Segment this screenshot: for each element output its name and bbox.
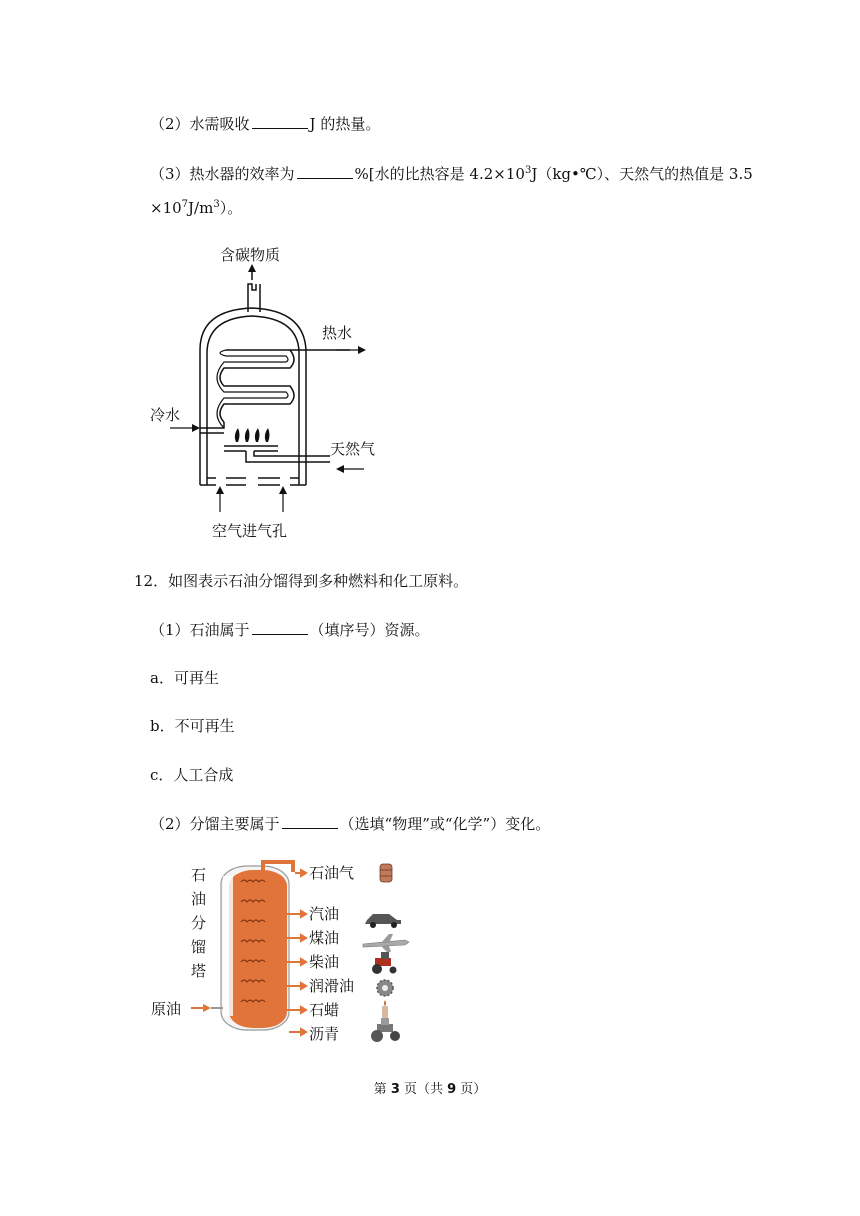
q12-part2-suffix: （选填“物理”或“化学”）变化。 <box>339 815 551 833</box>
product-label: 沥青 <box>309 1025 340 1043</box>
tower-name-char: 分 <box>191 914 207 932</box>
burner-flames <box>235 428 270 442</box>
product-label: 润滑油 <box>309 977 355 995</box>
q12-option-c: c．人工合成 <box>150 766 234 784</box>
q12-part1 <box>150 620 430 640</box>
q12-option-a: a．可再生 <box>150 669 219 687</box>
air-arrowhead-left <box>216 486 224 494</box>
product-label: 石油气 <box>309 864 355 882</box>
q11-part3-text2: J（kg•℃）、天然气的热值是 3.5 <box>531 165 753 183</box>
candle-icon <box>382 1000 388 1018</box>
q11-text: J/m <box>188 199 214 217</box>
page-footer <box>0 1078 860 1097</box>
q11-text: ）。 <box>219 199 243 217</box>
exhaust-arrowhead <box>248 264 256 272</box>
answer-blank[interactable] <box>282 814 338 829</box>
q11-part3-prefix: （3）热水器的效率为 <box>150 165 295 183</box>
tower-highlight <box>223 876 233 1016</box>
heater-shell-outer <box>200 308 306 485</box>
heat-exchange-coil <box>220 350 294 422</box>
answer-blank[interactable] <box>252 620 308 635</box>
tower-body <box>229 870 287 1028</box>
product-label: 汽油 <box>309 905 340 923</box>
exponent: 3 <box>213 199 220 210</box>
q12-part1-prefix: （1）石油属于 <box>150 621 250 639</box>
heat-exchange-coil-inner <box>217 356 288 428</box>
distillation-tower-diagram <box>145 852 425 1052</box>
tower-name-char: 馏 <box>191 938 207 956</box>
label-hot-water: 热水 <box>322 324 353 342</box>
gas-pipe <box>246 451 330 462</box>
label-air-inlet: 空气进气孔 <box>212 522 288 540</box>
q11-part3 <box>150 161 753 184</box>
heater-shell-inner <box>207 316 299 485</box>
q12-part2 <box>150 814 550 834</box>
gear-icon <box>377 980 393 996</box>
label-carbon-matter: 含碳物质 <box>220 246 281 264</box>
airplane-icon <box>363 934 409 952</box>
label-crude-oil: 原油 <box>151 1000 182 1018</box>
q11-text: ×10 <box>150 199 182 217</box>
footer-text: 第 <box>373 1082 391 1097</box>
q12-stem: 12．如图表示石油分馏得到多种燃料和化工原料。 <box>134 572 469 590</box>
cold-water-arrowhead <box>192 424 200 432</box>
coil-end <box>220 350 226 356</box>
q11-part3-text: %[水的比热容是 4.2×10 <box>354 165 525 183</box>
exponent: 7 <box>181 199 189 210</box>
q12-part2-prefix: （2）分馏主要属于 <box>150 815 280 833</box>
q11-part3-line2 <box>150 195 242 218</box>
answer-blank[interactable] <box>297 164 353 179</box>
product-label: 石蜡 <box>309 1001 340 1019</box>
total-page-count: 9 <box>447 1082 457 1097</box>
water-heater-diagram <box>140 240 400 550</box>
footer-text: 页（共 <box>399 1082 448 1097</box>
air-arrowhead-right <box>279 486 287 494</box>
label-cold-water: 冷水 <box>150 406 181 424</box>
tower-name-char: 油 <box>191 890 207 908</box>
product-label: 煤油 <box>309 929 340 947</box>
gas-cylinder-icon <box>380 864 392 882</box>
road-roller-icon <box>371 1018 400 1042</box>
hot-water-arrowhead <box>358 346 366 354</box>
label-natural-gas: 天然气 <box>330 440 376 458</box>
q12-option-b: b．不可再生 <box>150 717 235 735</box>
tractor-icon <box>372 952 397 974</box>
exponent: 3 <box>524 165 532 176</box>
answer-blank[interactable] <box>252 114 308 129</box>
product-label: 柴油 <box>309 953 340 971</box>
q11-part2 <box>150 114 380 134</box>
burner-plate <box>224 446 278 451</box>
q12-part1-suffix: （填序号）资源。 <box>309 621 430 639</box>
gas-arrowhead <box>336 465 344 473</box>
q11-part2-suffix: J 的热量。 <box>309 115 381 133</box>
tower-name-char: 石 <box>191 866 207 884</box>
tower-name-char: 塔 <box>191 962 207 980</box>
footer-text: 页） <box>456 1082 487 1097</box>
car-icon <box>365 914 401 928</box>
q11-part2-prefix: （2）水需吸收 <box>150 115 250 133</box>
current-page-number: 3 <box>390 1082 400 1097</box>
crude-oil-arrowhead <box>203 1004 211 1012</box>
